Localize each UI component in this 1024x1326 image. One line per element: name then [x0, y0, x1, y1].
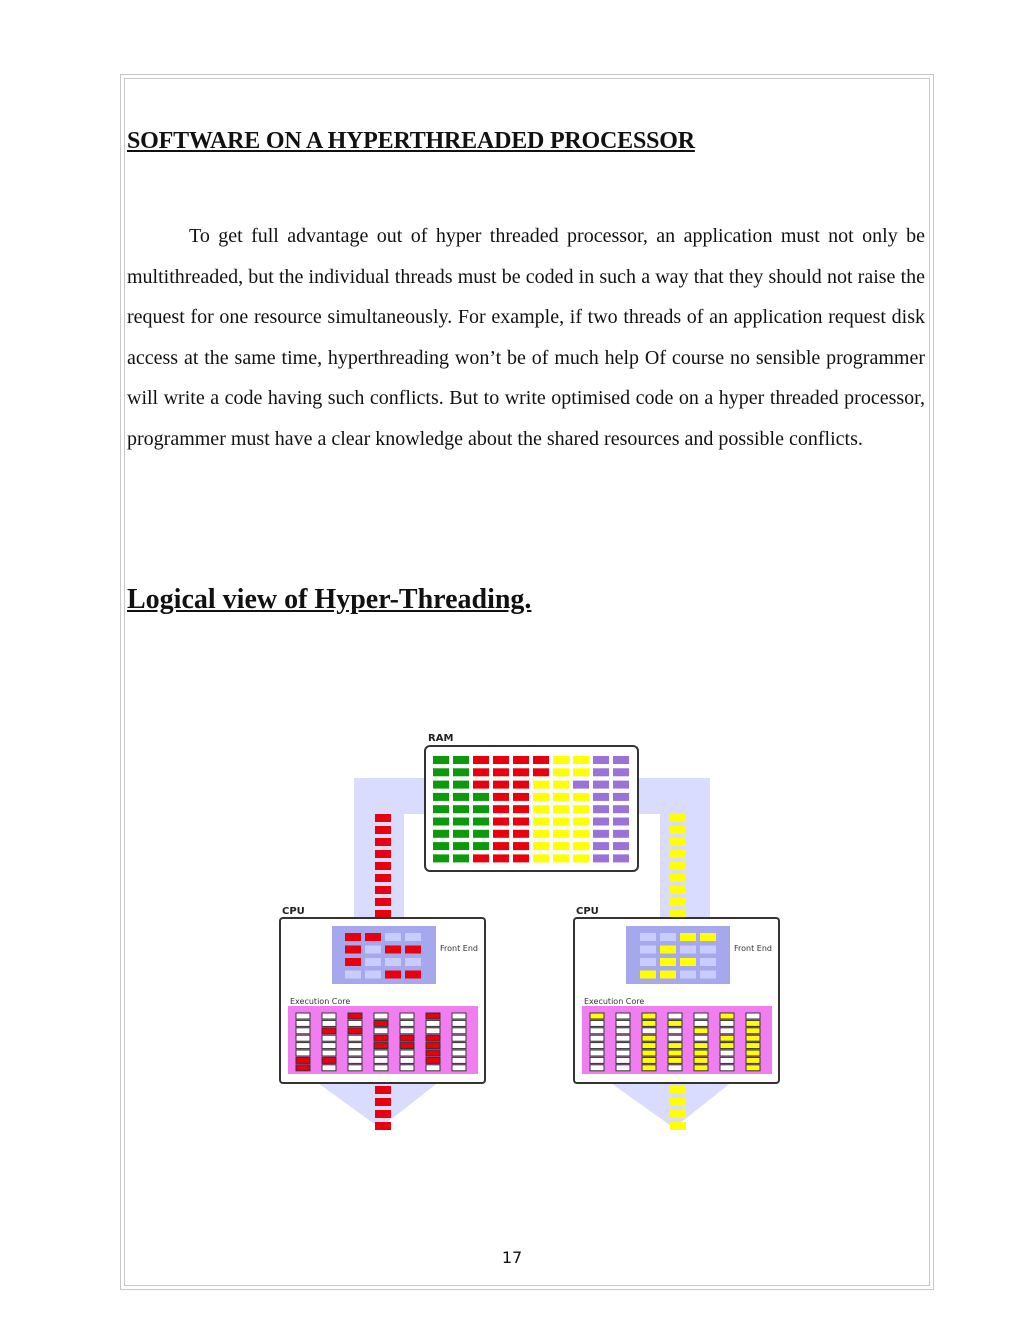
- execution-unit-cell: [616, 1050, 630, 1056]
- execution-unit-cell: [694, 1065, 708, 1071]
- front-end-cell: [365, 933, 381, 941]
- ram-cell: [493, 830, 509, 838]
- execution-unit-cell: [746, 1065, 760, 1071]
- execution-unit-cell: [348, 1065, 362, 1071]
- ram-cell: [533, 756, 549, 764]
- execution-unit-cell: [668, 1013, 682, 1019]
- thread-instruction-block: [670, 874, 686, 882]
- execution-unit-cell: [720, 1057, 734, 1063]
- ram-cell: [593, 818, 609, 826]
- ram-cell: [613, 768, 629, 776]
- front-end-cell: [680, 971, 696, 979]
- ram-cell: [553, 768, 569, 776]
- execution-unit-cell: [322, 1065, 336, 1071]
- ram-cell: [473, 818, 489, 826]
- front-end-cell: [405, 946, 421, 954]
- front-end-cell: [365, 971, 381, 979]
- execution-unit-cell: [642, 1043, 656, 1049]
- execution-unit-cell: [296, 1057, 310, 1063]
- execution-unit-cell: [616, 1028, 630, 1034]
- execution-unit-cell: [322, 1035, 336, 1041]
- cpu-right-execution-core-label: Execution Core: [584, 997, 645, 1006]
- execution-unit-cell: [720, 1050, 734, 1056]
- front-end-cell: [345, 933, 361, 941]
- execution-unit-cell: [616, 1035, 630, 1041]
- ram-cell: [613, 793, 629, 801]
- cpu-left-label: CPU: [282, 906, 305, 917]
- execution-unit-cell: [642, 1035, 656, 1041]
- ram-cell: [433, 818, 449, 826]
- front-end-cell: [680, 958, 696, 966]
- ram-cell: [573, 842, 589, 850]
- execution-unit-cell: [668, 1065, 682, 1071]
- ram-cell: [553, 842, 569, 850]
- ram-cell: [533, 830, 549, 838]
- ram-cell: [513, 781, 529, 789]
- execution-unit-cell: [694, 1050, 708, 1056]
- page-number: 17: [501, 1248, 523, 1267]
- ram-label: RAM: [428, 733, 454, 744]
- execution-unit-cell: [590, 1043, 604, 1049]
- front-end-cell: [700, 946, 716, 954]
- execution-unit-cell: [374, 1028, 388, 1034]
- ram-cell: [533, 842, 549, 850]
- execution-unit-cell: [296, 1020, 310, 1026]
- execution-unit-cell: [296, 1050, 310, 1056]
- ram-cell: [453, 756, 469, 764]
- ram-cell: [453, 793, 469, 801]
- execution-unit-cell: [720, 1028, 734, 1034]
- execution-unit-cell: [400, 1028, 414, 1034]
- ram-cell: [473, 768, 489, 776]
- execution-unit-cell: [616, 1065, 630, 1071]
- front-end-cell: [345, 958, 361, 966]
- cpu-right-front-end-label: Front End: [734, 944, 772, 953]
- execution-unit-cell: [348, 1043, 362, 1049]
- ram-cell: [433, 781, 449, 789]
- execution-unit-cell: [426, 1065, 440, 1071]
- ram-cell: [433, 756, 449, 764]
- execution-unit-cell: [400, 1043, 414, 1049]
- ram-cell: [613, 805, 629, 813]
- thread-instruction-block: [670, 886, 686, 894]
- ram-cell: [593, 842, 609, 850]
- ram-cell: [553, 830, 569, 838]
- cpu-left-front-end-label: Front End: [440, 944, 478, 953]
- execution-unit-cell: [694, 1035, 708, 1041]
- ram-cell: [453, 805, 469, 813]
- execution-unit-cell: [400, 1035, 414, 1041]
- thread-instruction-block: [375, 826, 391, 834]
- execution-unit-cell: [746, 1057, 760, 1063]
- execution-unit-cell: [374, 1043, 388, 1049]
- execution-unit-cell: [668, 1035, 682, 1041]
- execution-unit-cell: [720, 1065, 734, 1071]
- front-end-cell: [700, 958, 716, 966]
- front-end-cell: [405, 933, 421, 941]
- ram-cell: [553, 805, 569, 813]
- front-end-cell: [640, 933, 656, 941]
- thread-instruction-block: [670, 1098, 686, 1106]
- thread-instruction-block: [670, 862, 686, 870]
- front-end-cell: [660, 933, 676, 941]
- execution-unit-cell: [348, 1057, 362, 1063]
- ram-cell: [453, 781, 469, 789]
- hyperthreading-diagram: [270, 726, 790, 1136]
- execution-unit-cell: [590, 1035, 604, 1041]
- thread-instruction-block: [375, 1098, 391, 1106]
- execution-unit-cell: [642, 1013, 656, 1019]
- ram-cell: [513, 768, 529, 776]
- execution-unit-cell: [642, 1020, 656, 1026]
- front-end-cell: [405, 958, 421, 966]
- execution-unit-cell: [668, 1057, 682, 1063]
- execution-unit-cell: [616, 1057, 630, 1063]
- front-end-cell: [640, 946, 656, 954]
- execution-unit-cell: [296, 1043, 310, 1049]
- execution-unit-cell: [400, 1013, 414, 1019]
- ram-cell: [613, 781, 629, 789]
- execution-unit-cell: [426, 1043, 440, 1049]
- execution-unit-cell: [746, 1035, 760, 1041]
- execution-unit-cell: [452, 1043, 466, 1049]
- ram-cell: [473, 830, 489, 838]
- execution-unit-cell: [668, 1020, 682, 1026]
- left-path-column: [354, 778, 404, 918]
- body-paragraph: To get full advantage out of hyper threaded processor, an application must not only be multithreaded, but the individual threads must be coded in such a way that they should not raise the request for one resource simultaneously. For example, if two threads of an application request disk access at the same time, hyperthreading won’t be of much help Of course no sensible programmer will write a code having such conflicts. But to write optimised code on a hyper threaded processor, programmer must have a clear knowledge about the shared resources and possible conflicts.: [127, 225, 925, 450]
- execution-unit-cell: [694, 1043, 708, 1049]
- ram-cell: [593, 756, 609, 764]
- ram-cell: [513, 830, 529, 838]
- execution-unit-cell: [746, 1050, 760, 1056]
- ram-cell: [493, 793, 509, 801]
- execution-unit-cell: [374, 1020, 388, 1026]
- execution-unit-cell: [348, 1013, 362, 1019]
- front-end-cell: [640, 958, 656, 966]
- execution-unit-cell: [746, 1013, 760, 1019]
- ram-cell: [473, 805, 489, 813]
- front-end-cell: [385, 971, 401, 979]
- execution-unit-cell: [322, 1050, 336, 1056]
- right-thread-stream-in: [670, 814, 686, 918]
- front-end-cell: [680, 946, 696, 954]
- front-end-cell: [680, 933, 696, 941]
- ram-cell: [613, 818, 629, 826]
- execution-unit-cell: [642, 1050, 656, 1056]
- ram-cell: [513, 818, 529, 826]
- thread-instruction-block: [375, 850, 391, 858]
- execution-unit-cell: [452, 1028, 466, 1034]
- ram-cell: [553, 756, 569, 764]
- execution-unit-cell: [426, 1028, 440, 1034]
- ram-cell: [533, 781, 549, 789]
- ram-cell: [593, 805, 609, 813]
- execution-unit-cell: [616, 1013, 630, 1019]
- ram-cell: [613, 756, 629, 764]
- execution-unit-cell: [348, 1035, 362, 1041]
- execution-unit-cell: [720, 1043, 734, 1049]
- ram-cell: [533, 793, 549, 801]
- ram-cell: [493, 818, 509, 826]
- front-end-cell: [700, 933, 716, 941]
- left-thread-stream-in: [375, 814, 391, 918]
- execution-unit-cell: [322, 1043, 336, 1049]
- ram-cell: [593, 781, 609, 789]
- ram-cell: [433, 842, 449, 850]
- execution-unit-cell: [374, 1050, 388, 1056]
- ram-cell: [493, 781, 509, 789]
- ram-cell: [453, 818, 469, 826]
- right-path-column: [660, 778, 710, 918]
- execution-unit-cell: [374, 1065, 388, 1071]
- ram-cell: [573, 756, 589, 764]
- execution-unit-cell: [426, 1035, 440, 1041]
- ram-cell: [533, 805, 549, 813]
- ram-cell: [473, 793, 489, 801]
- section-heading: SOFTWARE ON A HYPERTHREADED PROCESSOR: [127, 128, 695, 154]
- execution-unit-cell: [348, 1020, 362, 1026]
- front-end-cell: [700, 971, 716, 979]
- front-end-cell: [405, 971, 421, 979]
- ram-cell: [493, 756, 509, 764]
- ram-cell: [513, 756, 529, 764]
- execution-unit-cell: [296, 1065, 310, 1071]
- execution-unit-cell: [374, 1035, 388, 1041]
- thread-instruction-block: [375, 838, 391, 846]
- execution-unit-cell: [720, 1035, 734, 1041]
- ram-cell: [593, 768, 609, 776]
- ram-cell: [433, 805, 449, 813]
- execution-unit-cell: [590, 1020, 604, 1026]
- ram-cell: [513, 805, 529, 813]
- execution-unit-cell: [400, 1020, 414, 1026]
- execution-unit-cell: [322, 1057, 336, 1063]
- ram-cell: [573, 793, 589, 801]
- ram-cell: [533, 854, 549, 862]
- ram-cell: [553, 818, 569, 826]
- thread-instruction-block: [670, 1122, 686, 1130]
- ram-cell: [493, 805, 509, 813]
- ram-cell: [493, 768, 509, 776]
- execution-unit-cell: [296, 1035, 310, 1041]
- execution-unit-cell: [296, 1013, 310, 1019]
- ram-cell: [453, 854, 469, 862]
- ram-cell: [573, 830, 589, 838]
- execution-unit-cell: [720, 1020, 734, 1026]
- ram-cell: [513, 854, 529, 862]
- front-end-cell: [365, 946, 381, 954]
- execution-unit-cell: [400, 1057, 414, 1063]
- thread-instruction-block: [375, 862, 391, 870]
- execution-unit-cell: [322, 1013, 336, 1019]
- execution-unit-cell: [616, 1043, 630, 1049]
- ram-cell: [473, 781, 489, 789]
- execution-unit-cell: [642, 1028, 656, 1034]
- execution-unit-cell: [590, 1057, 604, 1063]
- ram-cell: [553, 781, 569, 789]
- ram-cell: [513, 793, 529, 801]
- ram-cell: [473, 756, 489, 764]
- execution-unit-cell: [426, 1050, 440, 1056]
- ram-cell: [433, 768, 449, 776]
- ram-cell: [493, 842, 509, 850]
- ram-cell: [553, 793, 569, 801]
- execution-unit-cell: [746, 1020, 760, 1026]
- execution-unit-cell: [374, 1013, 388, 1019]
- execution-unit-cell: [642, 1065, 656, 1071]
- ram-cell: [473, 854, 489, 862]
- ram-cell: [493, 854, 509, 862]
- ram-cell: [433, 854, 449, 862]
- front-end-cell: [345, 971, 361, 979]
- execution-unit-cell: [322, 1028, 336, 1034]
- execution-unit-cell: [616, 1020, 630, 1026]
- ram-cell: [573, 805, 589, 813]
- front-end-cell: [345, 946, 361, 954]
- ram-cell: [533, 768, 549, 776]
- ram-cell: [613, 842, 629, 850]
- execution-unit-cell: [694, 1020, 708, 1026]
- thread-instruction-block: [670, 838, 686, 846]
- execution-unit-cell: [296, 1028, 310, 1034]
- execution-unit-cell: [746, 1043, 760, 1049]
- thread-instruction-block: [670, 826, 686, 834]
- ram-cell: [573, 768, 589, 776]
- ram-cell: [553, 854, 569, 862]
- execution-unit-cell: [694, 1028, 708, 1034]
- execution-unit-cell: [694, 1057, 708, 1063]
- execution-unit-cell: [400, 1065, 414, 1071]
- execution-unit-cell: [590, 1065, 604, 1071]
- thread-instruction-block: [375, 874, 391, 882]
- ram-cell: [433, 793, 449, 801]
- execution-unit-cell: [426, 1013, 440, 1019]
- execution-unit-cell: [720, 1013, 734, 1019]
- figure-heading: Logical view of Hyper-Threading.: [127, 584, 532, 615]
- execution-unit-cell: [322, 1020, 336, 1026]
- execution-unit-cell: [746, 1028, 760, 1034]
- thread-instruction-block: [670, 910, 686, 918]
- execution-unit-cell: [642, 1057, 656, 1063]
- front-end-cell: [365, 958, 381, 966]
- ram-cell: [593, 830, 609, 838]
- execution-unit-cell: [452, 1013, 466, 1019]
- ram-cell: [613, 854, 629, 862]
- ram-cell: [513, 842, 529, 850]
- front-end-cell: [640, 971, 656, 979]
- front-end-cell: [385, 958, 401, 966]
- thread-instruction-block: [375, 898, 391, 906]
- execution-unit-cell: [452, 1035, 466, 1041]
- execution-unit-cell: [590, 1028, 604, 1034]
- front-end-cell: [660, 971, 676, 979]
- ram-cell: [593, 854, 609, 862]
- cpu-left-execution-core-label: Execution Core: [290, 997, 351, 1006]
- ram-cell: [613, 830, 629, 838]
- execution-unit-cell: [694, 1013, 708, 1019]
- execution-unit-cell: [590, 1050, 604, 1056]
- thread-instruction-block: [375, 814, 391, 822]
- execution-unit-cell: [348, 1050, 362, 1056]
- thread-instruction-block: [670, 814, 686, 822]
- execution-unit-cell: [452, 1065, 466, 1071]
- execution-unit-cell: [452, 1020, 466, 1026]
- execution-unit-cell: [452, 1057, 466, 1063]
- thread-instruction-block: [670, 898, 686, 906]
- ram-cell: [433, 830, 449, 838]
- cpu-right-label: CPU: [576, 906, 599, 917]
- ram-cell: [453, 830, 469, 838]
- thread-instruction-block: [670, 850, 686, 858]
- ram-cell: [573, 854, 589, 862]
- ram-cell: [453, 768, 469, 776]
- thread-instruction-block: [375, 1122, 391, 1130]
- ram-cell: [573, 781, 589, 789]
- ram-cell: [593, 793, 609, 801]
- front-end-cell: [660, 946, 676, 954]
- ram-cell: [533, 818, 549, 826]
- ram-cell: [473, 842, 489, 850]
- front-end-cell: [385, 946, 401, 954]
- execution-unit-cell: [426, 1020, 440, 1026]
- front-end-cell: [385, 933, 401, 941]
- thread-instruction-block: [375, 1086, 391, 1094]
- execution-unit-cell: [452, 1050, 466, 1056]
- execution-unit-cell: [668, 1050, 682, 1056]
- execution-unit-cell: [348, 1028, 362, 1034]
- thread-instruction-block: [375, 910, 391, 918]
- execution-unit-cell: [590, 1013, 604, 1019]
- ram-cell: [573, 818, 589, 826]
- thread-instruction-block: [670, 1086, 686, 1094]
- execution-unit-cell: [668, 1028, 682, 1034]
- ram-cell: [453, 842, 469, 850]
- thread-instruction-block: [375, 1110, 391, 1118]
- thread-instruction-block: [670, 1110, 686, 1118]
- thread-instruction-block: [375, 886, 391, 894]
- front-end-cell: [660, 958, 676, 966]
- execution-unit-cell: [374, 1057, 388, 1063]
- execution-unit-cell: [426, 1057, 440, 1063]
- execution-unit-cell: [668, 1043, 682, 1049]
- execution-unit-cell: [400, 1050, 414, 1056]
